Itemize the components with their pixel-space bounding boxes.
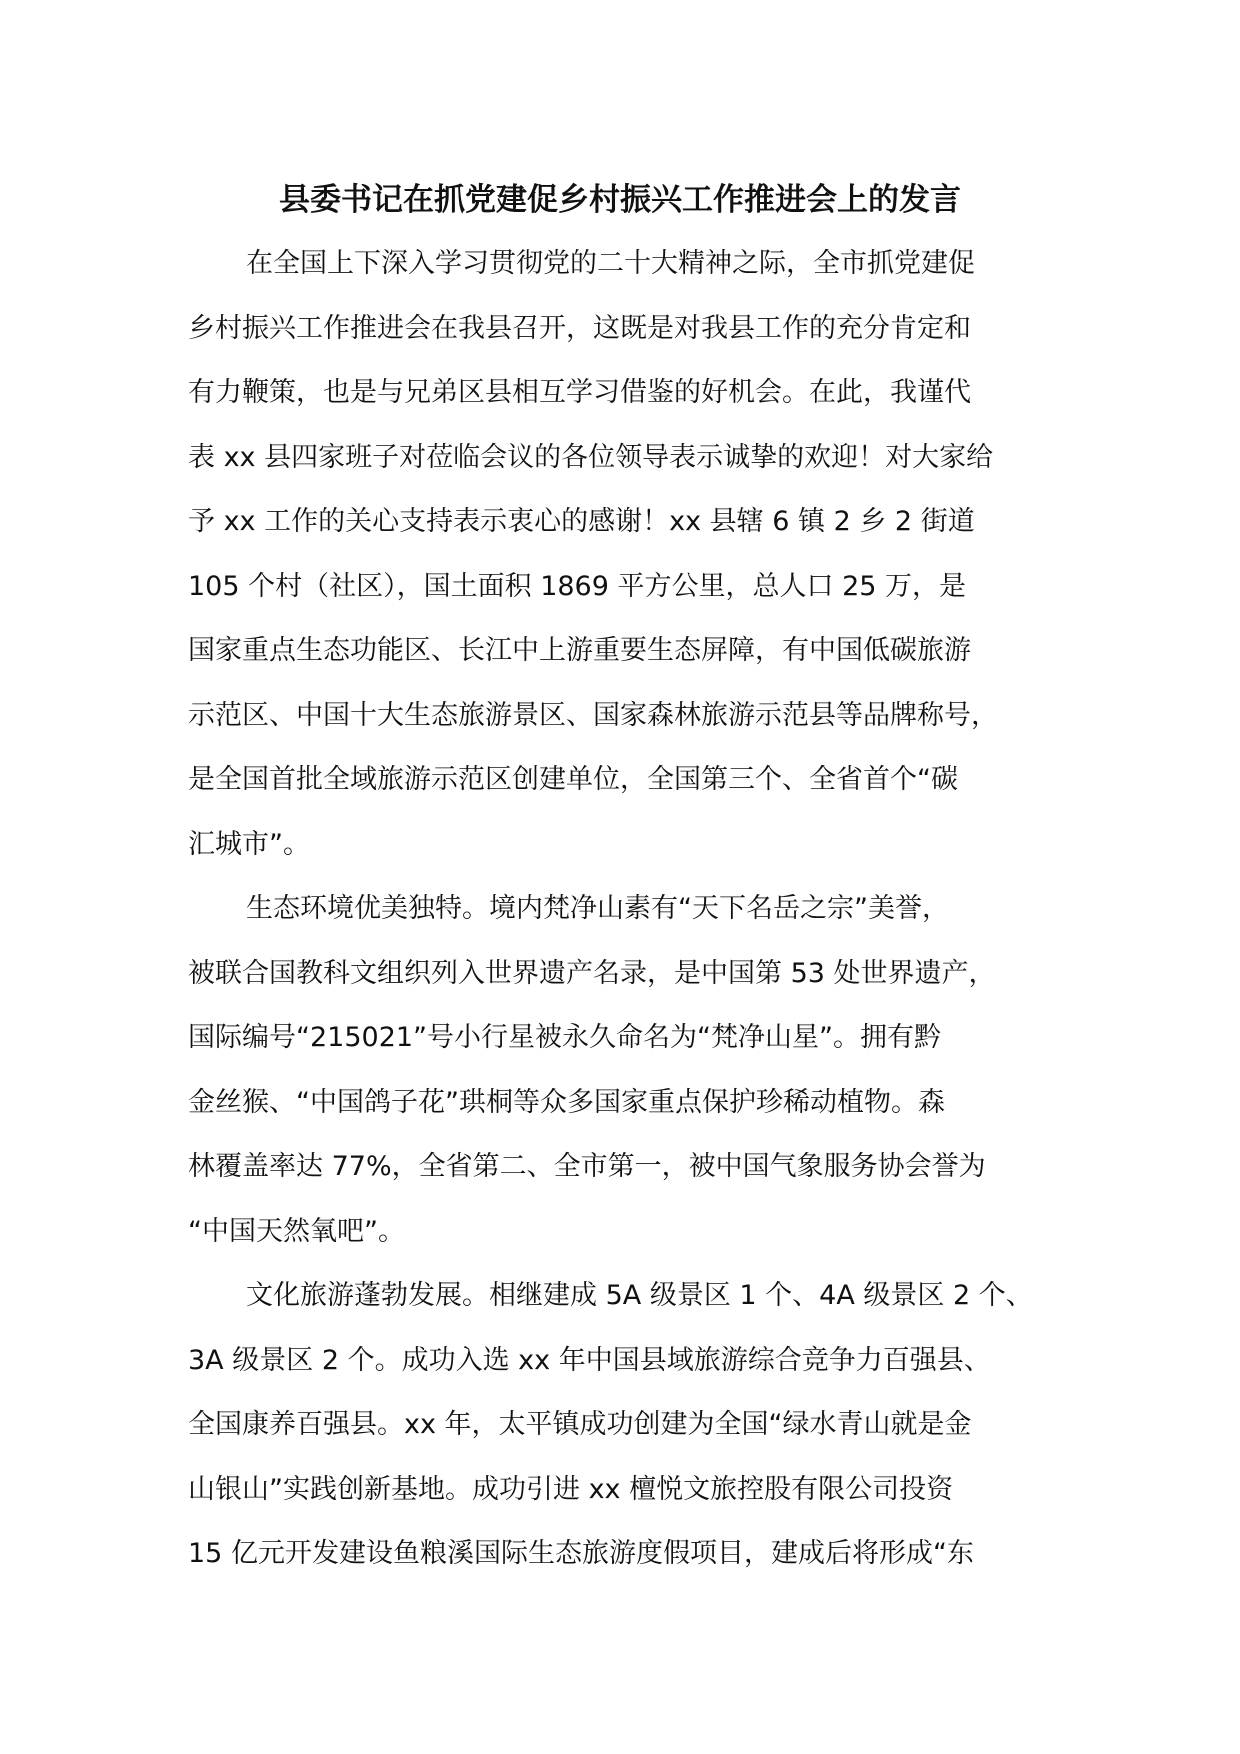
- document-body: [188, 232, 1088, 1587]
- text-line: 林覆盖率达 77%，全省第二、全市第一，被中国气象服务协会誉为: [188, 1151, 986, 1182]
- text-line: 在全国上下深入学习贯彻党的二十大精神之际，全市抓党建促: [246, 248, 975, 279]
- text-line: 生态环境优美独特。境内梵净山素有“天下名岳之宗”美誉，: [246, 893, 949, 924]
- text-line: 汇城市”。: [188, 828, 310, 860]
- text-line: 3A 级景区 2 个。成功入选 xx 年中国县域旅游综合竞争力百强县、: [188, 1344, 991, 1376]
- text-line: 金丝猴、“中国鸽子花”珙桐等众多国家重点保护珍稀动植物。森: [188, 1086, 945, 1118]
- document-title: 县委书记在抓党建促乡村振兴工作推进会上的发言: [279, 182, 961, 218]
- paragraph-tourism: [188, 1264, 1088, 1587]
- text-line: 国际编号“215021”号小行星被永久命名为“梵净山星”。拥有黔: [188, 1022, 942, 1053]
- text-line: 是全国首批全域旅游示范区创建单位，全国第三个、全省首个“碳: [188, 764, 958, 795]
- text-line: 示范区、中国十大生态旅游景区、国家森林旅游示范县等品牌称号，: [188, 699, 998, 731]
- text-line: 表 xx 县四家班子对莅临会议的各位领导表示诚挚的欢迎！对大家给: [188, 441, 994, 473]
- text-line: 文化旅游蓬勃发展。相继建成 5A 级景区 1 个、4A 级景区 2 个、: [246, 1280, 1033, 1311]
- text-line: “中国天然氧吧”。: [188, 1215, 405, 1247]
- paragraph-ecology: [188, 877, 1088, 1264]
- text-line: 山银山”实践创新基地。成功引进 xx 檀悦文旅控股有限公司投资: [188, 1473, 954, 1505]
- text-line: 予 xx 工作的关心支持表示衷心的感谢！xx 县辖 6 镇 2 乡 2 街道: [188, 506, 975, 537]
- text-line: 乡村振兴工作推进会在我县召开，这既是对我县工作的充分肯定和: [188, 312, 971, 344]
- text-line: 有力鞭策，也是与兄弟区县相互学习借鉴的好机会。在此，我谨代: [188, 377, 971, 408]
- text-line: 105 个村（社区），国土面积 1869 平方公里，总人口 25 万，是: [188, 570, 967, 602]
- text-line: 15 亿元开发建设鱼粮溪国际生态旅游度假项目，建成后将形成“东: [188, 1538, 974, 1569]
- paragraph-intro: [188, 232, 1088, 877]
- text-line: 国家重点生态功能区、长江中上游重要生态屏障，有中国低碳旅游: [188, 635, 971, 666]
- text-line: 全国康养百强县。xx 年，太平镇成功创建为全国“绿水青山就是金: [188, 1409, 972, 1440]
- text-line: 被联合国教科文组织列入世界遗产名录，是中国第 53 处世界遗产，: [188, 957, 996, 989]
